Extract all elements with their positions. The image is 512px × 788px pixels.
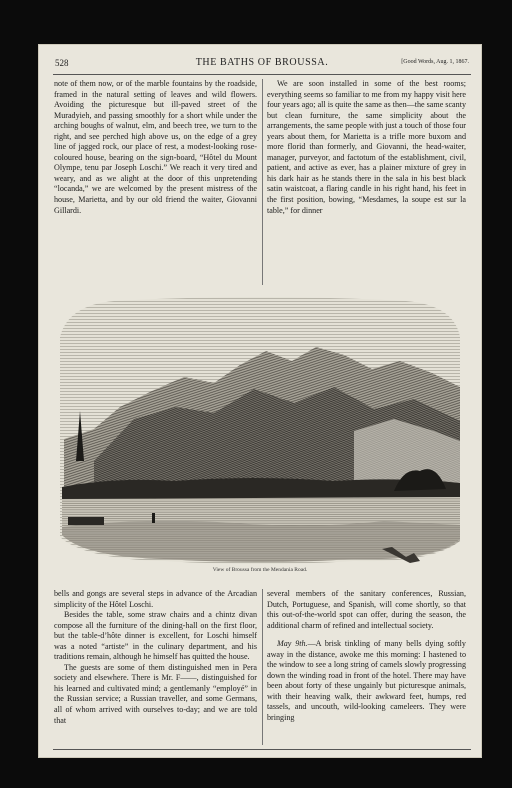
footer-rule <box>53 749 471 750</box>
magazine-page <box>39 45 481 757</box>
upper-right-paragraph: We are soon installed in some of the best rooms; everything seems so familiar to me from my happy visit here four years ago; all is quite the same as then—the same scanty but clean furniture, the same simplicity about the arrangements, the same people with just a touch of those four years about them, for Marietta is a trifle more buxom and more florid than formerly, and Giovanni, the head-waiter, manager, purveyor, and factotum of the establishment, civil, patient, and active as ever, has a plainer mixture of grey in his dark hair as he stands there in the sala in his best black satin waistcoat, a flaring candle in his right hand, his feet in the first position, bowing, “Mesdames, la soupe est sur la table,” for dinner <box>267 79 466 215</box>
cart <box>68 517 104 525</box>
page-number: 528 <box>55 58 69 68</box>
entry-date: May 9th. <box>277 639 308 649</box>
lower-left-paragraph-2: Besides the table, some straw chairs and a chintz divan compose all the furniture of the dining-hall on the first floor, but the table-d’hôte dinner is excellent, for Loschi himself was a noted “artiste” in the culinary department, and his traditions remain, although he himself has quitted the house. <box>54 610 257 662</box>
lower-right-paragraph-1: several members of the sanitary conferences, Russian, Dutch, Portuguese, and Spanish, will come shortly, so that this out-of-the-world spot can offer, during the season, the additional charm of refined and intellectual society. <box>267 589 466 630</box>
engraving-illustration <box>54 291 466 567</box>
running-header <box>55 57 469 71</box>
figure <box>152 513 155 523</box>
illustration-caption: View of Broussa from the Mendania Road. <box>212 567 308 573</box>
upper-left-paragraph: note of them now, or of the marble fountains by the roadside, framed in the natural setting of leaves and wild flowers. Avoiding the picturesque but ill-paved street of the Muradyieh, and passing smoothly for a short while under the arching boughs of walnut, elm, and beech tree, we turn to the right, and see perched high above us, on the edge of a grey line of jagged rock, our place of rest, a modest-looking rose-coloured house, bearing on the sign-board, “Hôtel du Mount Olympe, tenu par Joseph Loschi.” We reach it very tired and weary, and as we alight at the door of this unpretending “locanda,” we are welcomed by the present mistress of the house, Marietta, and by our old friend the waiter, Giovanni Gillardi. <box>54 79 257 215</box>
running-title: THE BATHS OF BROUSSA. <box>195 57 329 68</box>
column-divider <box>262 79 263 285</box>
lower-right-paragraph-2 <box>267 639 466 723</box>
lower-left-column <box>54 589 257 749</box>
lower-left-paragraph-1: bells and gongs are several steps in advance of the Arcadian simplicity of the Hôtel Loschi. <box>54 589 257 609</box>
issue-reference: [Good Words, Aug. 1, 1867. <box>401 59 469 65</box>
upper-right-column <box>267 79 466 289</box>
upper-left-column <box>54 79 257 289</box>
column-divider-lower <box>262 589 263 745</box>
header-rule <box>53 74 471 75</box>
entry-text: —A brisk tinkling of many bells dying softly away in the distance, awoke me this morning: I hastened to the window to see a long string of camels slowly progressing down the winding road in front of the hotel. There may have been about forty of these ungainly but picturesque animals, with their heaving walk, their awkward feet, humps, red tassels, and uncouth, wild-looking cameleers. They were bringing <box>267 639 466 723</box>
lower-right-column <box>267 589 466 749</box>
lower-left-paragraph-3: The guests are some of them distinguished men in Pera society and elsewhere. There is Mr. F——, distinguished for his learned and cultivated mind; a gentlemanly “employé” in the Russian service; a Russian traveller, and some Germans, all of whom arrived with ourselves to-day; and we are told that <box>54 662 257 725</box>
